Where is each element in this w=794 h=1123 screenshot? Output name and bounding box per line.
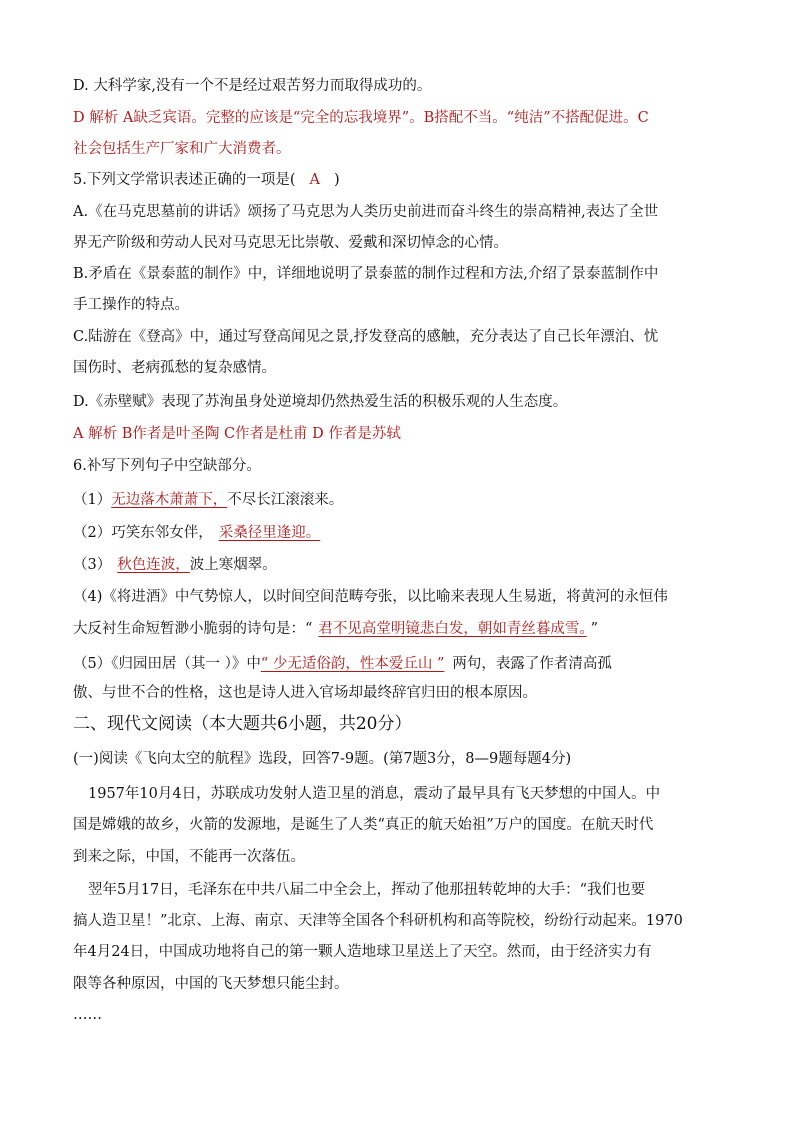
- q5-answer: A: [309, 172, 320, 188]
- q6-item1-rest: 不尽长江滚滚来。: [227, 492, 344, 508]
- q6-item2: [73, 523, 338, 543]
- passage-p2-line4: 限等各种原因，中国的飞天梦想只能尘封。: [73, 976, 349, 992]
- q6-stem: 6.补写下列句子中空缺部分。: [73, 458, 261, 474]
- q6-item3-rest: 波上寒烟翠。: [189, 557, 277, 573]
- q5-option-b-line1: B.矛盾在《景泰蓝的制作》中，详细地说明了景泰蓝的制作过程和方法,介绍了景泰蓝制作中: [73, 266, 659, 282]
- q5-stem-text: 5.下列文学常识表述正确的一项是(: [73, 172, 296, 188]
- q6-item1: [73, 490, 343, 510]
- section2-intro: (一)阅读《飞向太空的航程》选段，回答7-9题。(第7题3分，8—9题每题4分): [73, 751, 572, 767]
- q5-analysis: A 解析 B作者是叶圣陶 C作者是杜甫 D 作者是苏轼: [73, 426, 401, 442]
- q6-item5-rest: 两句，表露了作者清高孤: [452, 656, 612, 672]
- q5-stem: [73, 170, 340, 190]
- passage-p2-line3: 年4月24日，中国成功地将自己的第一颗人造地球卫星送上了天空。然而，由于经济实力有: [73, 944, 652, 960]
- q4-analysis-line2: 社会包括生产厂家和广大消费者。: [73, 141, 291, 157]
- passage-ellipsis: ……: [73, 1007, 102, 1023]
- q5-option-c-line1: C.陆游在《登高》中，通过写登高闻见之景,抒发登高的感触，充分表达了自己长年漂泊、忧: [73, 329, 659, 345]
- q6-item3: [73, 555, 277, 575]
- passage-p1-line2: 国是嫦娥的故乡，火箭的发源地，是诞生了人类“真正的航天始祖”万户的国度。在航天时代: [73, 817, 654, 833]
- q4-analysis-line1: D 解析 A缺乏宾语。完整的应该是“完全的忘我境界”。B搭配不当。“纯洁”不搭配促进。C: [73, 110, 649, 126]
- q6-item5-line1: [73, 654, 612, 674]
- q5-stem-end: ): [333, 172, 340, 188]
- q6-item5-line2: 傲、与世不合的性格，这也是诗人进入官场却最终辞官归田的根本原因。: [73, 685, 537, 701]
- section2-heading: 二、现代文阅读（本大题共6小题，共20分）: [73, 714, 412, 734]
- q5-option-a-line2: 界无产阶级和劳动人民对马克思无比崇敬、爱戴和深切悼念的心情。: [73, 235, 508, 251]
- q5-option-c-line2: 国伤时、老病孤愁的复杂感情。: [73, 360, 276, 376]
- passage-p2-line1: 翌年5月17日，毛泽东在中共八届二中全会上，挥动了他那扭转乾坤的大手：“我们也要: [88, 882, 646, 898]
- q6-item4-end: ”: [590, 621, 599, 637]
- q6-item4-line2: [73, 619, 598, 639]
- q6-item5-prefix: （5）《归园田居（其一 ）》中: [73, 656, 261, 672]
- q6-item2-answer: 采桑径里逢迎。: [218, 525, 321, 541]
- passage-p1-line1: 1957年10月4日，苏联成功发射人造卫星的消息，震动了最早具有飞天梦想的中国人。中: [88, 786, 661, 802]
- q6-item2-prefix: （2）巧笑东邻女伴，: [73, 525, 213, 541]
- q6-item1-number: （1）: [73, 492, 112, 508]
- passage-p2-line2: 搞人造卫星！”北京、上海、南京、天津等全国各个科研机构和高等院校，纷纷行动起来。1970: [73, 913, 683, 929]
- q6-item4-prefix: 大反衬生命短暂渺小脆弱的诗句是：“: [73, 621, 313, 637]
- q6-item3-number: （3）: [73, 557, 112, 573]
- passage-p1-line3: 到来之际，中国，不能再一次落伍。: [73, 849, 305, 865]
- q6-item1-answer: 无边落木萧萧下，: [111, 492, 228, 508]
- q5-option-a-line1: A.《在马克思墓前的讲话》颂扬了马克思为人类历史前进而奋斗终生的崇高精神,表达了全世: [73, 204, 659, 220]
- q6-item5-answer: “ 少无适俗韵，性本爱丘山 ”: [260, 656, 445, 672]
- q5-option-b-line2: 手工操作的特点。: [73, 297, 189, 313]
- q5-option-d: D.《赤壁赋》表现了苏洵虽身处逆境却仍然热爱生活的积极乐观的人生态度。: [73, 394, 568, 410]
- q4-option-d: D. 大科学家,没有一个不是经过艰苦努力而取得成功的。: [73, 78, 432, 94]
- q6-item4-answer: 君不见高堂明镜悲白发，朝如青丝暮成雪。: [318, 621, 587, 637]
- q6-item3-answer: 秋色连波，: [117, 557, 190, 573]
- q6-item4-line1: （4)《将进酒》中气势惊人，以时间空间范畴夸张，以比喻来表现人生易逝，将黄河的永恒伟: [73, 589, 668, 605]
